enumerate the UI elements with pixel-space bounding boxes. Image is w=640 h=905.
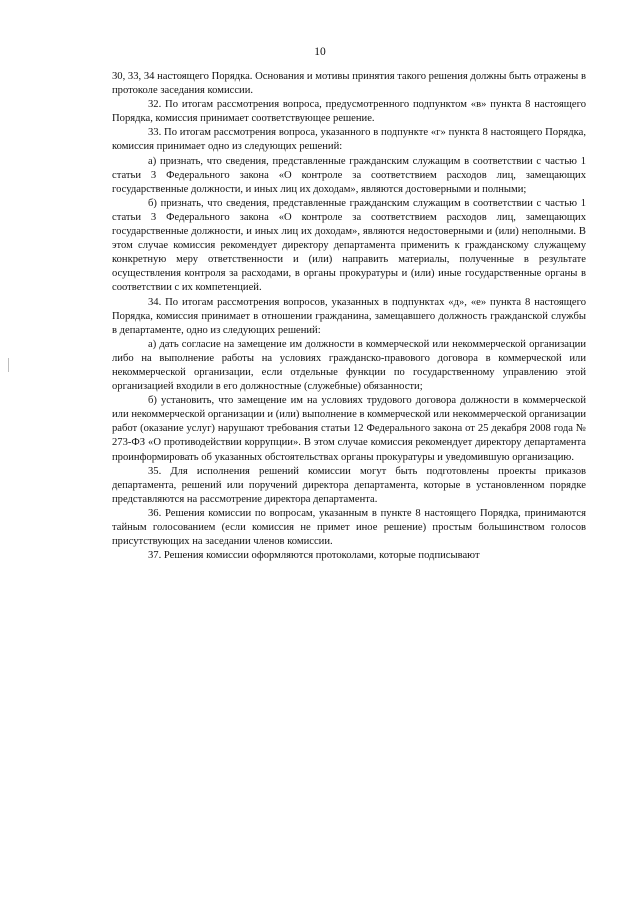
page-number: 10	[314, 46, 326, 58]
paragraph-33-b: б) признать, что сведения, представленные гражданским служащим в соответствии с частью 1 статьи 3 Федерального закона «О контроле за соответствием расходов лиц, замещающих государственные должности, и иных лиц их доходам», являются недостоверными и (или) неполными. В этом случае комиссия рекомендует директору департамента применить к гражданскому служащему конкретную меру ответственности и (или) направить материалы, полученные в результате осуществления контроля за расходами, в органы прокуратуры и (или) иные государственные органы в соответствии с их компетенцией.	[112, 197, 586, 294]
paragraph-34-b: б) установить, что замещение им на условиях трудового договора должности в коммерческой или некоммерческой организации и (или) выполнение в коммерческой или некоммерческой организации работ (оказание услуг) нарушают требования статьи 12 Федерального закона от 25 декабря 2008 года № 273-ФЗ «О противодействии коррупции». В этом случае комиссия рекомендует директору департамента проинформировать об указанных обстоятельствах органы прокуратуры и уведомившую организацию.	[112, 395, 586, 463]
paragraph-34-a: а) дать согласие на замещение им должности в коммерческой или некоммерческой организации либо на выполнение работы на условиях гражданско-правового договора в коммерческой или некоммерческой организации, если отдельные функции по государственному управлению этой организацией входили в его должностные (служебные) обязанности;	[112, 338, 586, 393]
paragraph-34: 34. По итогам рассмотрения вопросов, указанных в подпунктах «д», «е» пункта 8 настоящего Порядка, комиссия принимает в отношении гражданина, замещавшего должность гражданской службы в департаменте, одно из следующих решений:	[112, 296, 586, 336]
paragraph-33: 33. По итогам рассмотрения вопроса, указанного в подпункте «г» пункта 8 настоящего Порядка, комиссия принимает одно из следующих решений:	[112, 127, 586, 153]
paragraph-31-continuation: 30, 33, 34 настоящего Порядка. Основания и мотивы принятия такого решения должны быть отражены в протоколе заседания комиссии.	[112, 71, 586, 97]
paragraph-32: 32. По итогам рассмотрения вопроса, предусмотренного подпунктом «в» пункта 8 настоящего Порядка, комиссия принимает соответствующее решение.	[112, 99, 586, 125]
paragraph-36: 36. Решения комиссии по вопросам, указанным в пункте 8 настоящего Порядка, принимаются тайным голосованием (если комиссия не примет иное решение) простым большинством голосов присутствующих на заседании членов комиссии.	[112, 507, 586, 548]
document-body	[112, 70, 586, 563]
scan-margin-mark	[8, 358, 9, 372]
paragraph-37: 37. Решения комиссии оформляются протоколами, которые подписывают	[148, 550, 480, 562]
paragraph-35: 35. Для исполнения решений комиссии могут быть подготовлены проекты приказов департамента, решений или поручений директора департамента, которые в установленном порядке представляются на рассмотрение директора департамента.	[112, 465, 586, 505]
paragraph-33-a: а) признать, что сведения, представленные гражданским служащим в соответствии с частью 1 статьи 3 Федерального закона «О контроле за соответствием расходов лиц, замещающих государственные должности, и иных лиц их доходам», являются достоверными и полными;	[112, 155, 586, 195]
